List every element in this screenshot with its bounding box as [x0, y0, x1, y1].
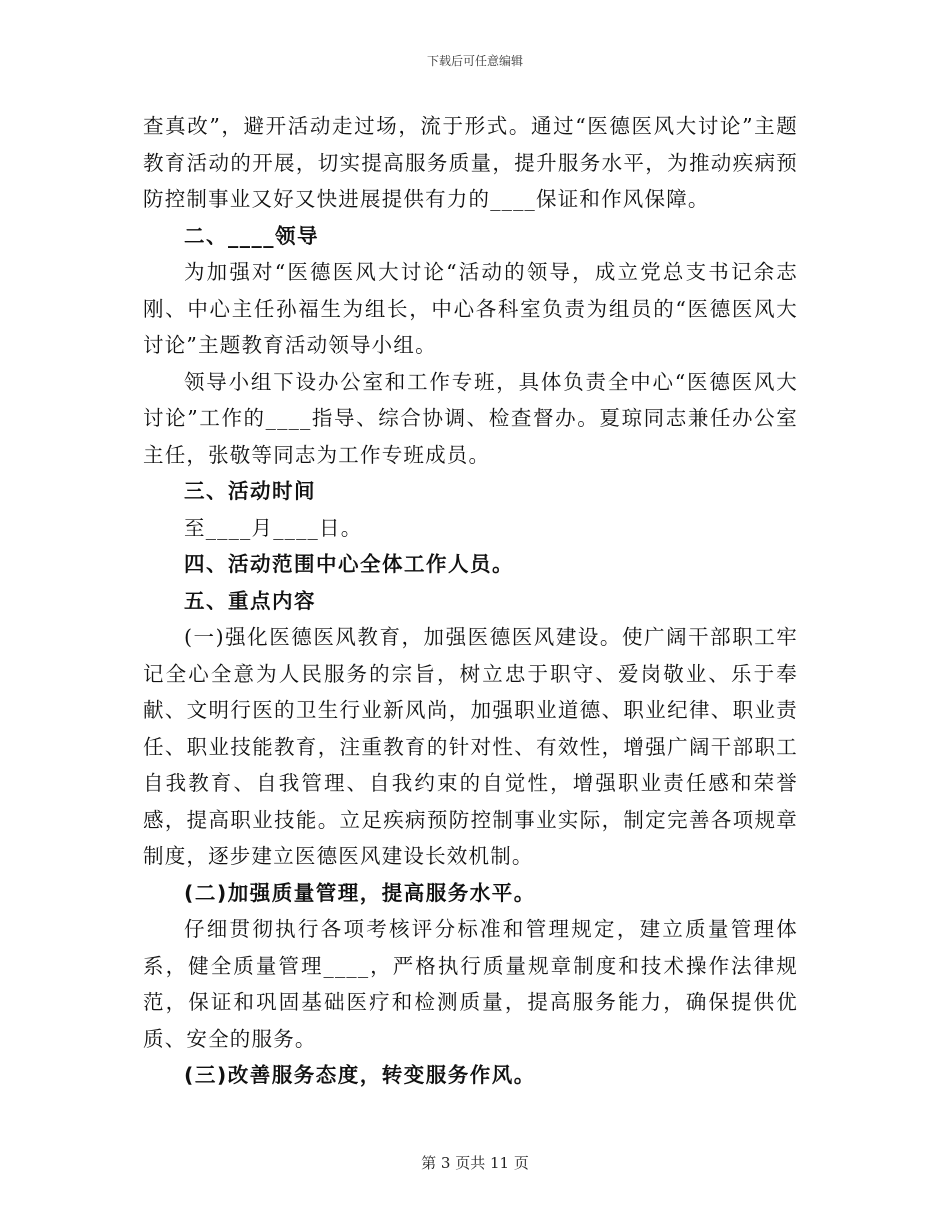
paragraph-item-1: (一)强化医德医风教育，加强医德医风建设。使广阔干部职工牢记全心全意为人民服务的宗旨，树立忠于职守、爱岗敬业、乐于奉献、文明行医的卫生行业新风尚，加强职业道德、职业纪律、职业责任、职业技能教育，注重教育的针对性、有效性，增强广阔干部职工自我教育、自我管理、自我约束的自觉性，增强职业责任感和荣誉感，提高职业技能。立足疾病预防控制事业实际，制定完善各项规章制度，逐步建立医德医风建设长效机制。 [143, 625, 798, 868]
subheading-item-2: (二)加强质量管理，提高服务水平。 [184, 880, 536, 905]
section-heading-4: 四、活动范围中心全体工作人员。 [184, 552, 514, 576]
paragraph-leadership-group: 为加强对“医德医风大讨论“活动的领导，成立党总支书记余志刚、中心主任孙福生为组长，中心各科室负责为组员的“医德医风大讨论”主题教育活动领导小组。 [143, 260, 798, 357]
paragraph-intro-continuation: 查真改”，避开活动走过场，流于形式。通过“医德医风大讨论”主题教育活动的开展，切实提高服务质量，提升服务水平，为推动疾病预防控制事业又好又快进展提供有力的____保证和作风保障。 [143, 114, 798, 211]
section-heading-2: 二、____领导 [184, 223, 319, 248]
page-header: 下载后可任意编辑 [426, 54, 523, 68]
document-body [143, 108, 798, 1094]
paragraph-time: 至____月____日。 [184, 515, 363, 540]
page-footer: 第 3 页共 11 页 [421, 1154, 529, 1172]
section-heading-5: 五、重点内容 [184, 588, 316, 613]
subheading-item-3: (三)改善服务态度，转变服务作风。 [184, 1063, 536, 1087]
section-heading-3: 三、活动时间 [184, 479, 316, 503]
paragraph-office: 领导小组下设办公室和工作专班，具体负责全中心“医德医风大讨论”工作的____指导、综合协调、检查督办。夏琼同志兼任办公室主任，张敬等同志为工作专班成员。 [143, 369, 798, 467]
paragraph-item-2: 仔细贯彻执行各项考核评分标准和管理规定，建立质量管理体系，健全质量管理____，严格执行质量规章制度和技术操作法律规范，保证和巩固基础医疗和检测质量，提高服务能力，确保提供优质、安全的服务。 [143, 917, 798, 1051]
